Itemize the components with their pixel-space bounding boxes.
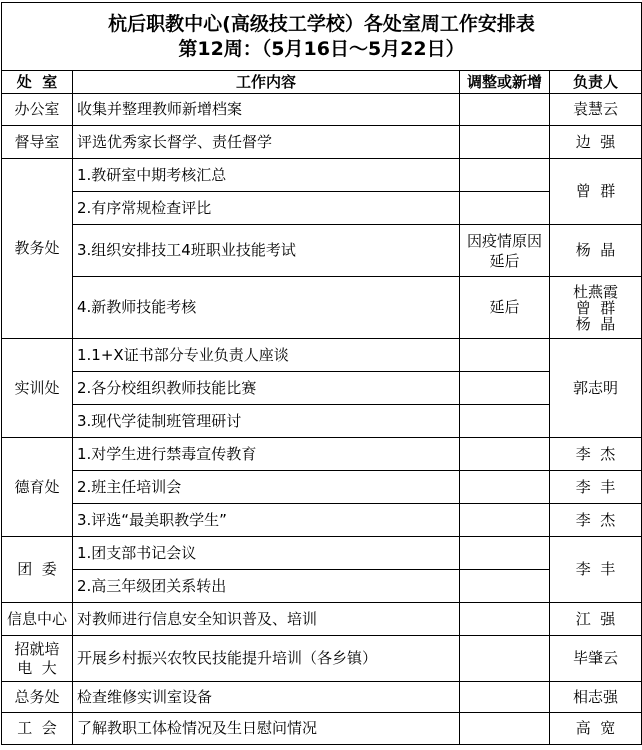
owner-name: 杜燕霞 bbox=[572, 282, 618, 301]
table-row bbox=[2, 537, 642, 570]
content-cell: 3.组织安排技工4班职业技能考试 bbox=[73, 225, 460, 277]
owner-cell: 边 强 bbox=[550, 126, 642, 159]
table-row bbox=[2, 225, 642, 277]
content-cell: 3.现代学徒制班管理研讨 bbox=[73, 405, 460, 438]
table-row bbox=[2, 339, 642, 372]
dept-cell: 办公室 bbox=[2, 94, 73, 126]
content-cell: 2.有序常规检查评比 bbox=[73, 192, 460, 225]
header-row bbox=[2, 71, 642, 94]
content-cell: 开展乡村振兴农牧民技能提升培训（各乡镇） bbox=[73, 636, 460, 682]
dept-cell: 团 委 bbox=[2, 537, 73, 603]
owner-cell: 李 杰 bbox=[550, 504, 642, 537]
adjust-cell bbox=[460, 713, 550, 745]
content-cell: 检查维修实训室设备 bbox=[73, 682, 460, 713]
adjust-cell bbox=[460, 603, 550, 636]
owner-cell: 李 丰 bbox=[550, 471, 642, 504]
table-row bbox=[2, 94, 642, 126]
content-cell: 了解教职工体检情况及生日慰问情况 bbox=[73, 713, 460, 745]
table-row bbox=[2, 504, 642, 537]
header-content: 工作内容 bbox=[73, 71, 460, 94]
adjust-cell bbox=[460, 192, 550, 225]
adjust-cell bbox=[460, 438, 550, 471]
content-cell: 1.对学生进行禁毒宣传教育 bbox=[73, 438, 460, 471]
dept-cell: 德育处 bbox=[2, 438, 73, 537]
owner-cell bbox=[550, 277, 642, 339]
owner-cell: 李 杰 bbox=[550, 438, 642, 471]
content-cell: 2.高三年级团关系转出 bbox=[73, 570, 460, 603]
dept-cell: 总务处 bbox=[2, 682, 73, 713]
content-cell: 对教师进行信息安全知识普及、培训 bbox=[73, 603, 460, 636]
owner-cell: 相志强 bbox=[550, 682, 642, 713]
adjust-cell bbox=[460, 339, 550, 372]
content-cell: 2.班主任培训会 bbox=[73, 471, 460, 504]
adjust-cell: 因疫情原因延后 bbox=[460, 225, 550, 277]
owner-name: 杨 晶 bbox=[575, 314, 616, 333]
adjust-cell bbox=[460, 126, 550, 159]
content-cell: 3.评选“最美职教学生” bbox=[73, 504, 460, 537]
adjust-cell bbox=[460, 636, 550, 682]
table-row bbox=[2, 636, 642, 682]
content-cell: 评选优秀家长督学、责任督学 bbox=[73, 126, 460, 159]
adjust-cell bbox=[460, 570, 550, 603]
title-line-2: 第12周：（5月16日～5月22日） bbox=[178, 37, 465, 60]
owner-cell: 江 强 bbox=[550, 603, 642, 636]
owner-cell: 郭志明 bbox=[550, 339, 642, 438]
table-row bbox=[2, 126, 642, 159]
content-cell: 1.教研室中期考核汇总 bbox=[73, 159, 460, 192]
content-cell: 1.团支部书记会议 bbox=[73, 537, 460, 570]
adjust-cell bbox=[460, 471, 550, 504]
owner-cell: 毕肇云 bbox=[550, 636, 642, 682]
adjust-cell bbox=[460, 537, 550, 570]
table-row bbox=[2, 372, 642, 405]
table-row bbox=[2, 682, 642, 713]
dept-cell: 教务处 bbox=[2, 159, 73, 339]
content-cell: 4.新教师技能考核 bbox=[73, 277, 460, 339]
owner-name: 曾 群 bbox=[575, 298, 616, 317]
adjust-cell bbox=[460, 504, 550, 537]
title-line-1: 杭后职教中心(高级技工学校）各处室周工作安排表 bbox=[108, 12, 535, 35]
adjust-cell bbox=[460, 682, 550, 713]
header-dept: 处 室 bbox=[2, 71, 73, 94]
owner-cell: 高 宽 bbox=[550, 713, 642, 745]
owner-cell: 杨 晶 bbox=[550, 225, 642, 277]
adjust-cell bbox=[460, 94, 550, 126]
content-cell: 2.各分校组织教师技能比赛 bbox=[73, 372, 460, 405]
adjust-cell bbox=[460, 372, 550, 405]
owner-cell: 李 丰 bbox=[550, 537, 642, 603]
table-row bbox=[2, 471, 642, 504]
table-row bbox=[2, 192, 642, 225]
owner-cell: 袁慧云 bbox=[550, 94, 642, 126]
table-row bbox=[2, 438, 642, 471]
table-row bbox=[2, 159, 642, 192]
dept-cell: 工 会 bbox=[2, 713, 73, 745]
dept-cell: 实训处 bbox=[2, 339, 73, 438]
adjust-cell bbox=[460, 159, 550, 192]
table-row bbox=[2, 405, 642, 438]
table-row bbox=[2, 570, 642, 603]
owner-cell: 曾 群 bbox=[550, 159, 642, 225]
dept-cell: 信息中心 bbox=[2, 603, 73, 636]
content-cell: 1.1+X证书部分专业负责人座谈 bbox=[73, 339, 460, 372]
title-cell bbox=[2, 3, 642, 71]
content-cell: 收集并整理教师新增档案 bbox=[73, 94, 460, 126]
dept-cell: 招就培电 大 bbox=[2, 636, 73, 682]
adjust-cell bbox=[460, 405, 550, 438]
dept-cell: 督导室 bbox=[2, 126, 73, 159]
schedule-table bbox=[1, 2, 642, 745]
table-row bbox=[2, 603, 642, 636]
table-row bbox=[2, 713, 642, 745]
table-row bbox=[2, 277, 642, 339]
adjust-cell: 延后 bbox=[460, 277, 550, 339]
header-adjust: 调整或新增 bbox=[460, 71, 550, 94]
header-owner: 负责人 bbox=[550, 71, 642, 94]
